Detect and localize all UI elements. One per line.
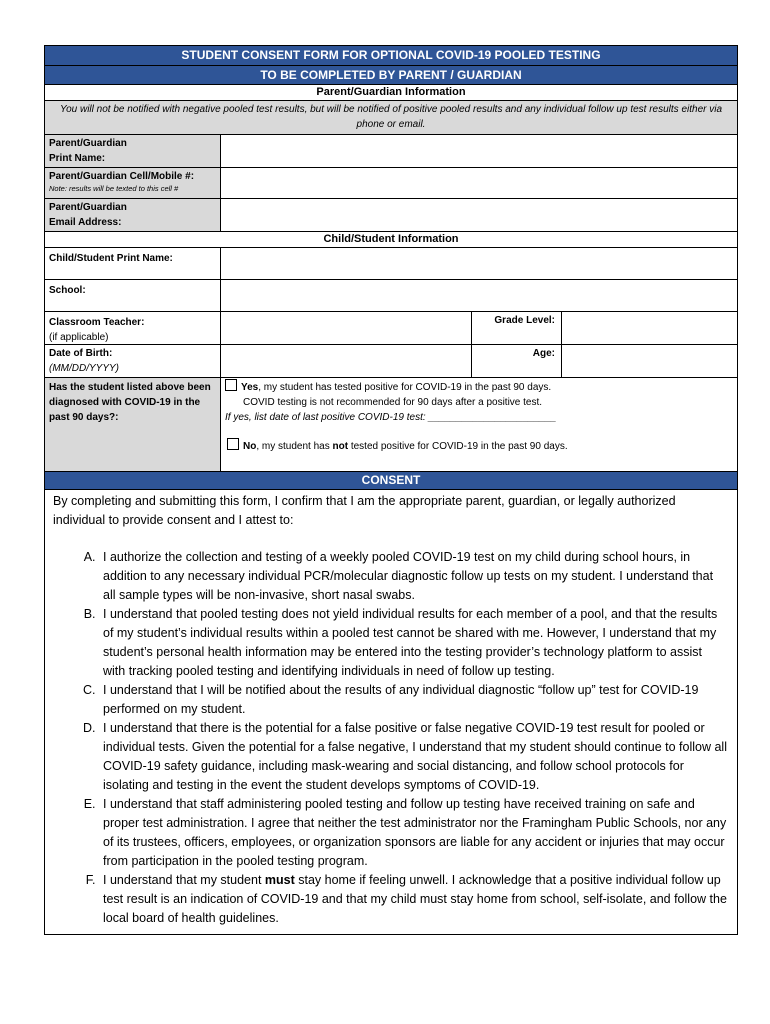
dob-hint: (MM/DD/YYYY) <box>49 363 119 374</box>
parent-name-row <box>45 135 737 168</box>
child-name-field[interactable] <box>221 248 737 279</box>
grade-field[interactable] <box>562 312 737 344</box>
yes-date-prompt[interactable]: If yes, list date of last positive COVID-19 test: _______________________ <box>225 412 557 423</box>
yes-option[interactable]: Yes, my student has tested positive for COVID-19 in the past 90 days. <box>225 379 733 395</box>
child-name-label: Child/Student Print Name: <box>45 248 221 279</box>
yes-checkbox[interactable] <box>225 379 237 391</box>
parent-cell-field[interactable] <box>221 168 737 198</box>
no-option[interactable]: No, my student has not tested positive for COVID-19 in the past 90 days. <box>225 438 733 454</box>
school-label: School: <box>45 280 221 311</box>
school-row <box>45 280 737 312</box>
parent-cell-label: Parent/Guardian Cell/Mobile #: Note: results will be texted to this cell # <box>45 168 221 198</box>
dob-row <box>45 345 737 378</box>
consent-body <box>45 490 737 935</box>
consent-item-a: A. I authorize the collection and testing of a weekly pooled COVID-19 test on my child during school hours, in addition to any necessary individual PCR/molecular diagnostic follow up tests on my student. I understand that all sample types will be non-invasive, short nasal swabs. <box>99 548 727 605</box>
parent-email-field[interactable] <box>221 199 737 231</box>
consent-item-e: E. I understand that staff administering pooled testing and follow up testing have received training on safe and proper test administration. I agree that neither the test administrator nor the Framingham Public Schools, nor any of its trustees, officers, employees, or organization sponsors are liable for any accident or injuries that may occur from participation in the pooled testing program. <box>99 795 727 871</box>
form-title: STUDENT CONSENT FORM FOR OPTIONAL COVID-19 POOLED TESTING <box>45 46 737 66</box>
child-section-heading: Child/Student Information <box>45 232 737 248</box>
consent-heading: CONSENT <box>45 472 737 490</box>
consent-item-b: B. I understand that pooled testing does not yield individual results for each member of a pool, and that the results of my student’s individual results within a pooled test cannot be shared with me. However, I understand that my student’s personal health information may be entered into the testing provider’s technology platform to assist with tracking pooled testing and identifying individuals in need of follow up testing. <box>99 605 727 681</box>
consent-list <box>53 548 727 928</box>
covid-history-row <box>45 378 737 472</box>
parent-name-field[interactable] <box>221 135 737 167</box>
teacher-hint: (if applicable) <box>49 332 109 343</box>
parent-section-heading: Parent/Guardian Information <box>45 85 737 101</box>
consent-item-c: C. I understand that I will be notified about the results of any individual diagnostic “follow up” test for COVID-19 performed on my student. <box>99 681 727 719</box>
grade-label: Grade Level: <box>472 312 562 344</box>
consent-intro: By completing and submitting this form, I confirm that I am the appropriate parent, guardian, or legally authorized individual to provide consent and I attest to: <box>53 494 676 527</box>
form-subtitle: TO BE COMPLETED BY PARENT / GUARDIAN <box>45 66 737 85</box>
covid-status-options <box>221 378 737 471</box>
parent-cell-row <box>45 168 737 199</box>
dob-label: Date of Birth: (MM/DD/YYYY) <box>45 345 221 377</box>
parent-email-row <box>45 199 737 232</box>
age-field[interactable] <box>562 345 737 377</box>
parent-name-label: Parent/Guardian Print Name: <box>45 135 221 167</box>
age-label: Age: <box>472 345 562 377</box>
parent-email-label: Parent/Guardian Email Address: <box>45 199 221 231</box>
school-field[interactable] <box>221 280 737 311</box>
yes-note: COVID testing is not recommended for 90 days after a positive test. <box>243 397 543 408</box>
child-name-row <box>45 248 737 280</box>
dob-field[interactable] <box>221 345 472 377</box>
covid-question-label: Has the student listed above been diagnosed with COVID-19 in the past 90 days?: <box>45 378 221 471</box>
consent-form <box>44 45 738 935</box>
consent-item-d: D. I understand that there is the potential for a false positive or false negative COVID-19 test result for pooled or individual tests. Given the potential for a false negative, I understand that my student should continue to follow all COVID-19 safety guidance, including mask-wearing and social distancing, and follow school protocols for isolating and testing in the event the student develops symptoms of COVID-19. <box>99 719 727 795</box>
consent-item-f: F. I understand that my student must stay home if feeling unwell. I acknowledge that a positive individual follow up test result is an indication of COVID-19 and that my child must stay home from school, self-isolate, and follow the local board of health guidelines. <box>99 871 727 928</box>
teacher-field[interactable] <box>221 312 472 344</box>
teacher-label: Classroom Teacher: (if applicable) <box>45 312 221 344</box>
no-checkbox[interactable] <box>227 438 239 450</box>
notification-notice: You will not be notified with negative pooled test results, but will be notified of positive pooled results and any individual follow up test results either via phone or email. <box>45 101 737 135</box>
teacher-row <box>45 312 737 345</box>
cell-note: Note: results will be texted to this cell # <box>49 184 179 193</box>
